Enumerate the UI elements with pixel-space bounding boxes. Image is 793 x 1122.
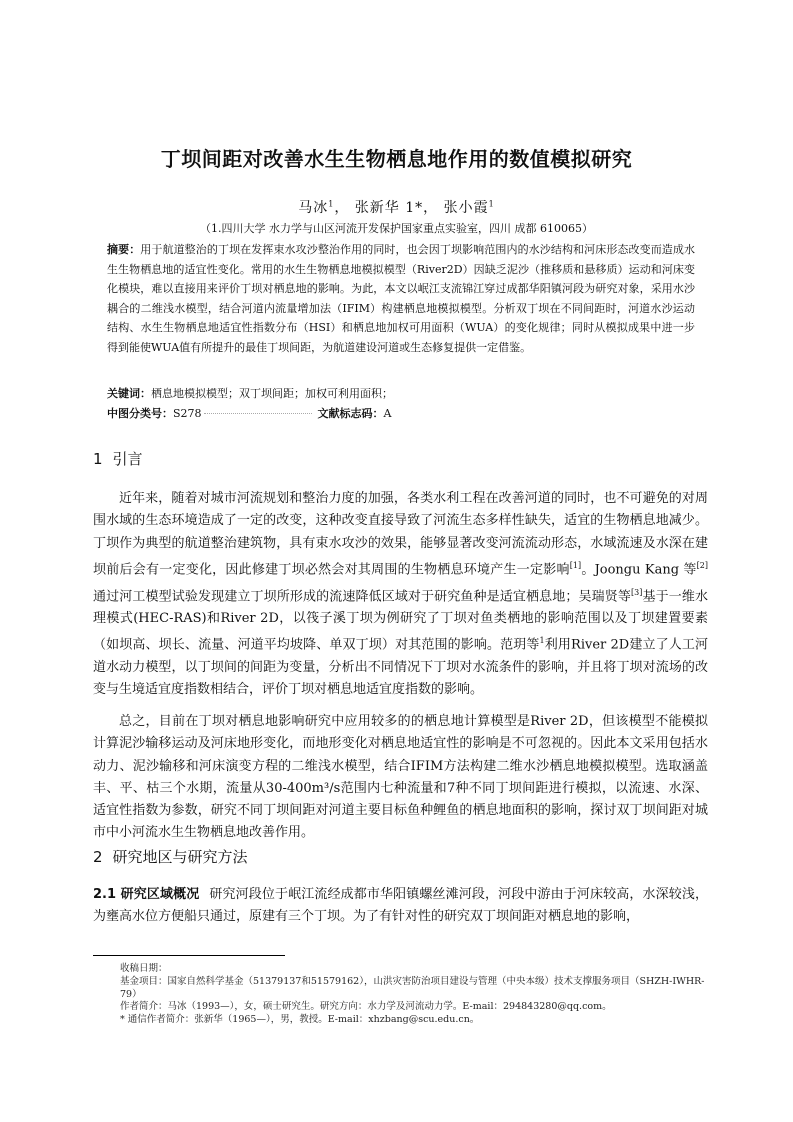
author-1: 马冰 (298, 200, 329, 216)
section-2-1-text: 研究河段位于岷江流经成都市华阳镇螺丝滩河段，河段中游由于河床较高，水深较浅，为壅高水位方便船只通过，原建有三个丁坝。为了有针对性的研究双丁坝间距对栖息地的影响， (93, 887, 708, 925)
clc-label: 中图分类号： (107, 407, 173, 420)
author-1-affil: 1 (328, 199, 335, 209)
classification-line (107, 404, 695, 423)
author-separator: ， (423, 200, 439, 216)
footnote-corresponding: * 通信作者简介：张新华（1965—），男，教授。E-mail：xhzbang@scu.edu.cn。 (120, 1014, 480, 1026)
clc-value: S278 (173, 407, 202, 420)
keywords (107, 384, 695, 403)
section-1-number: 1 (93, 450, 103, 468)
intro-p1-text-d: 基于一维水理模式(HEC-RAS)和River 2D，以筏子溪丁坝为例研究了丁坝对鱼类栖地的影响范围以及丁坝建置要素（如坝高、坝长、流量、河道平均坡降、单双丁坝）对其范围的影响。范玥等 (93, 588, 708, 653)
section-1-heading (93, 448, 143, 469)
intro-paragraph-1 (93, 488, 708, 702)
intro-p1-text-b: 。Joongu Kang 等 (581, 562, 697, 578)
subsection-2-1-title: 2.1 研究区域概况 (93, 887, 200, 902)
dotted-leader (204, 413, 312, 414)
citation-3: [3] (631, 587, 643, 597)
intro-paragraph-2: 总之，目前在丁坝对栖息地影响研究中应用较多的的栖息地计算模型是River 2D，但该模型不能模拟计算泥沙输移运动及河床地形变化，而地形变化对栖息地适宜性的影响是不可忽视的。因此本文采用包括水动力、泥沙输移和河床演变方程的二维浅水模型，结合IFIM方法构建二维水沙栖息地模拟模型。选取涵盖丰、平、枯三个水期，流量从30-400m³/s范围内七种流量和7种不同丁坝间距进行模拟，以流速、水深、适宜性指数为参数，研究不同丁坝间距对河道主要目标鱼种鲤鱼的栖息地面积的影响，探讨双丁坝间距对城市中小河流水生生物栖息地改善作用。 (93, 714, 708, 841)
doc-code-label: 文献标志码： (317, 407, 384, 420)
author-2-affil: 1* (399, 200, 424, 216)
keywords-text: 栖息地模拟模型；双丁坝间距；加权可利用面积； (151, 387, 393, 400)
keywords-label: 关键词： (107, 387, 151, 400)
section-2-number: 2 (93, 848, 103, 866)
intro-p1-text-c: 通过河工模型试验发现建立丁坝所形成的流速降低区域对于研究鱼种是适宜栖息地；吴瑞贤等 (93, 588, 632, 604)
abstract (107, 240, 695, 357)
footnote-divider (93, 955, 285, 956)
footnote-fund: 基金项目：国家自然科学基金（51379137和51579162），山洪灾害防治项目建设与管理（中央本级）技术支撑服务项目（SHZH-IWHR-79） (120, 975, 705, 1000)
abstract-text: 用于航道整治的丁坝在发挥束水攻沙整治作用的同时，也会因丁坝影响范围内的水沙结构和河床形态改变而造成水生生物栖息地的适宜性变化。常用的水生生物栖息地模拟模型（River2D）因缺乏泥沙（推移质和悬移质）运动和河床变化模块，难以直接用来评价丁坝对栖息地的影响。为此，本文以岷江支流锦江穿过成都华阳镇河段为研究对象，采用水沙耦合的二维浅水模型，结合河道内流量增加法（IFIM）构建栖息地模拟模型。分析双丁坝在不同间距时，河道水沙运动结构、水生生物栖息地适宜性指数分布（HSI）和栖息地加权可用面积（WUA）的变化规律；同时从模拟成果中进一步得到能使WUA值有所提升的最佳丁坝间距，为航道建设河道或生态修复提供一定借鉴。 (107, 243, 696, 354)
author-3-affil: 1 (488, 199, 495, 209)
affiliation: （1.四川大学 水力学与山区河流开发保护国家重点实验室，四川 成都 610065） (200, 222, 593, 235)
author-list (0, 197, 793, 217)
author-3: 张小霞 (443, 200, 489, 216)
citation-2: [2] (696, 560, 708, 570)
intro-p1-text-a: 近年来，随着对城市河流规划和整治力度的加强，各类水利工程在改善河道的同时，也不可避免的对周围水域的生态环境造成了一定的改变，这种改变直接导致了河流生态多样性缺失，适宜的生物栖息地减少。丁坝作为典型的航道整治建筑物，具有束水攻沙的效果，能够显著改变河流流动形态，水域流速及水深在建坝前后会有一定变化，因此修建丁坝必然会对其周围的生物栖息环境产生一定影响 (93, 491, 708, 578)
section-2-1-paragraph (93, 884, 708, 929)
paper-title: 丁坝间距对改善水生生物栖息地作用的数值模拟研究 (160, 147, 633, 171)
citation-1: [1] (569, 560, 582, 570)
section-2-title: 研究地区与研究方法 (112, 848, 248, 866)
footnote-received: 收稿日期： (120, 963, 168, 974)
citation-4: 1 (539, 636, 545, 646)
footnote-author: 作者简介：马冰（1993—），女，硕士研究生。研究方向：水力学及河流动力学。E-mail：294843280@qq.com。 (120, 1001, 612, 1013)
section-2-heading (93, 846, 248, 867)
section-1-title: 引言 (112, 450, 143, 468)
doc-code-value: A (383, 407, 392, 420)
author-2: 张新华 (354, 200, 400, 216)
intro-p1-text-e: 利用River 2D建立了人工河道水动力模型，以丁坝间的间距为变量，分析出不同情况下丁坝对水流条件的影响，并且将丁坝对流场的改变与生境适宜度指数相结合，评价丁坝对栖息地适宜度指数的影响。 (93, 637, 708, 698)
footnotes (120, 963, 708, 1027)
abstract-label: 摘要： (107, 243, 141, 256)
author-separator: ， (334, 200, 350, 216)
